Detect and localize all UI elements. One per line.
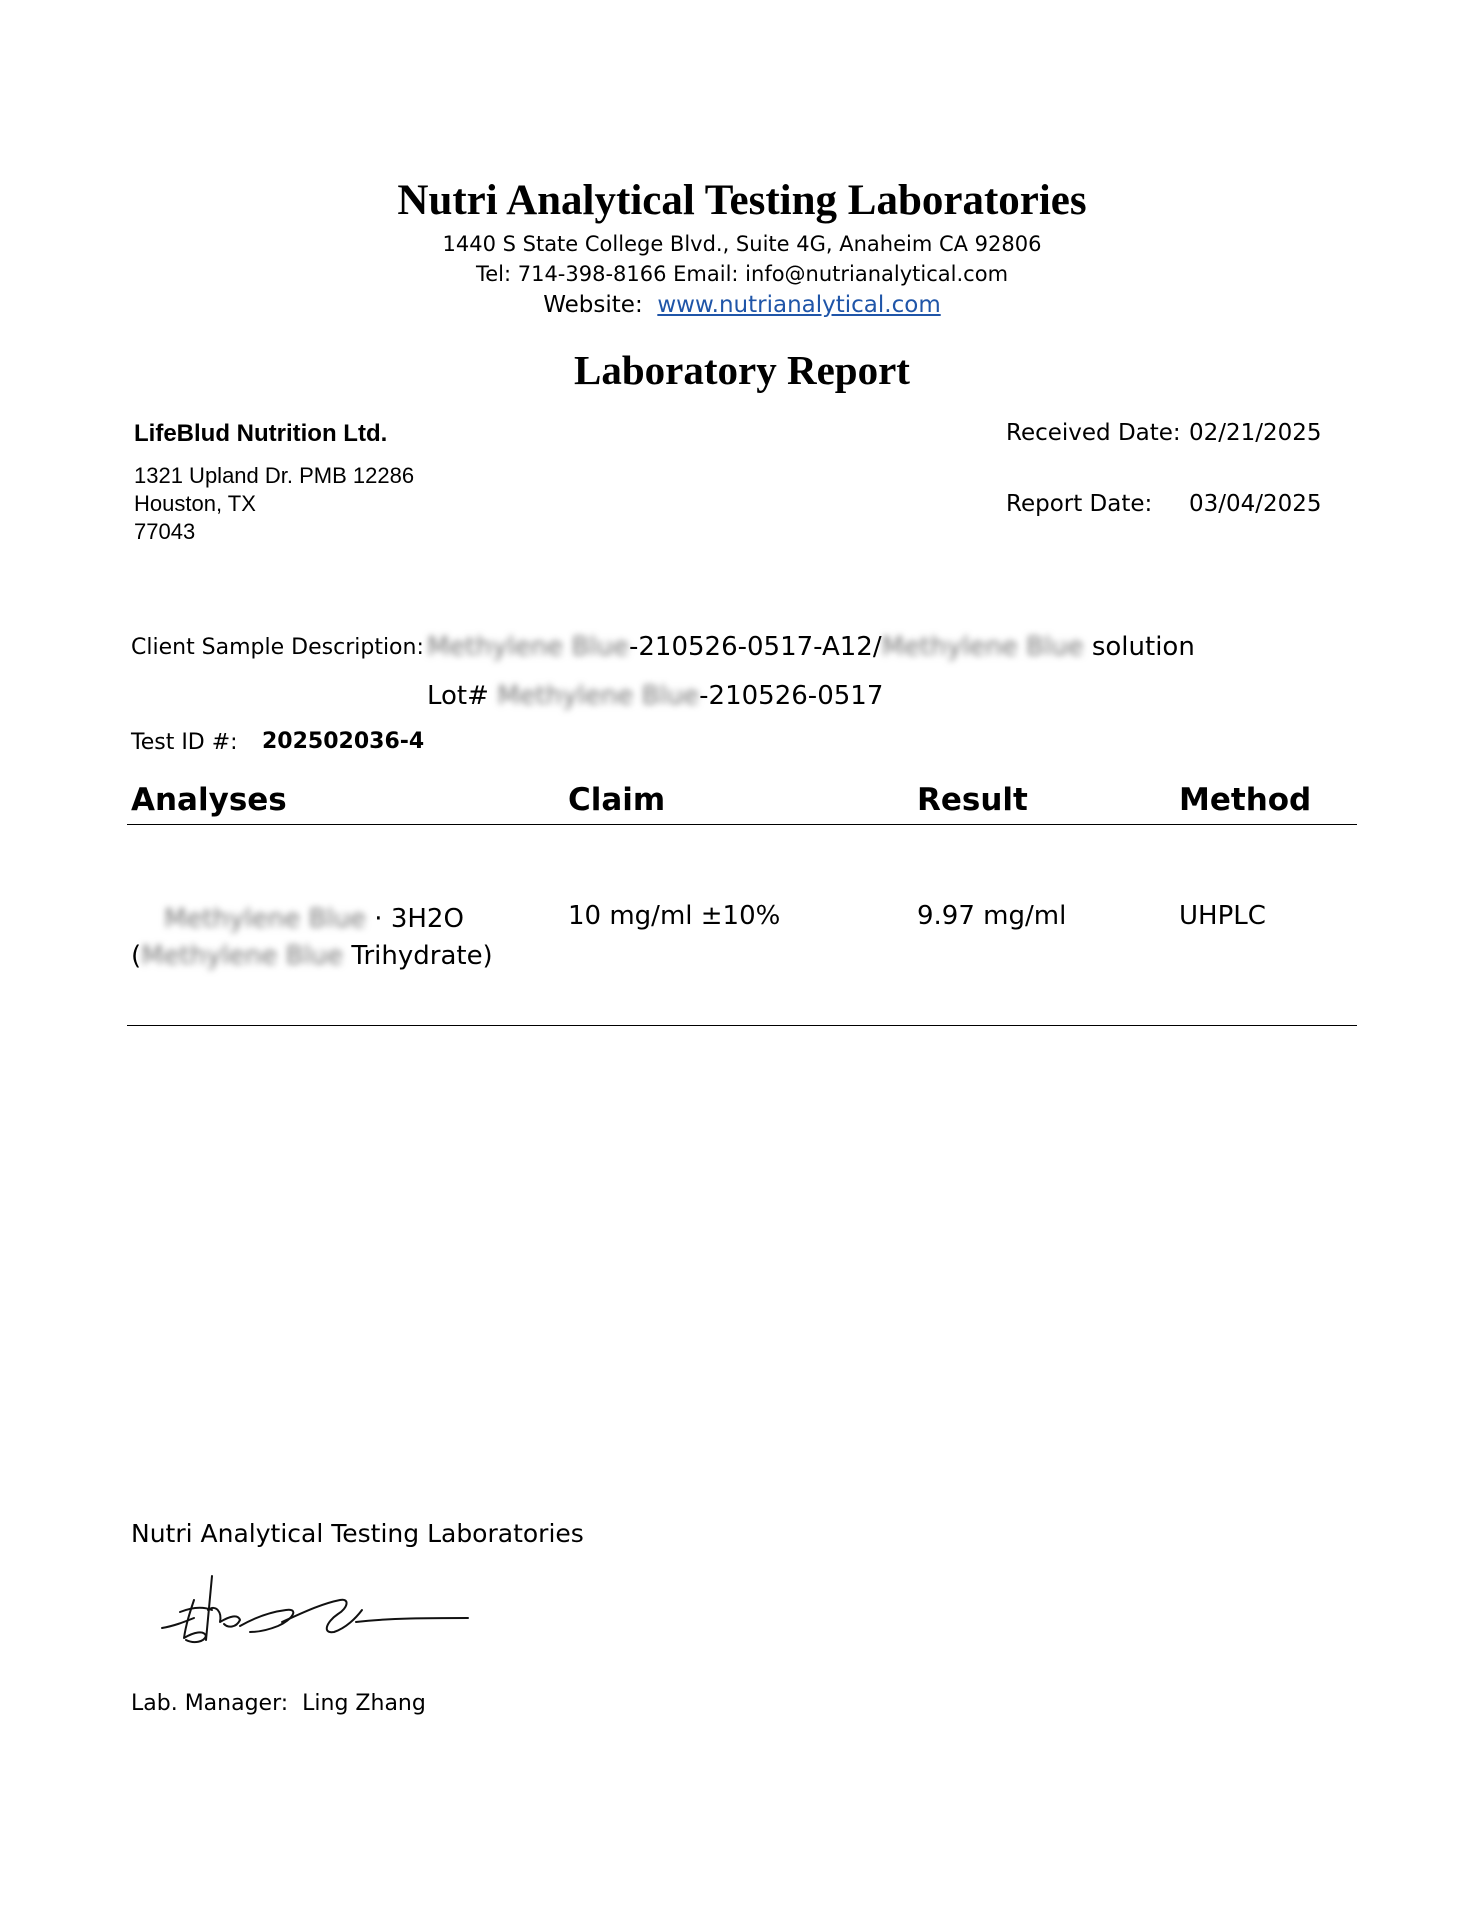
report-date-value: 03/04/2025 (1189, 491, 1322, 517)
analyte-line1 (131, 901, 493, 938)
claim-value: 10 mg/ml ±10% (568, 901, 781, 931)
analyte-paren-open: ( (131, 941, 142, 971)
client-address-line2: Houston, TX (134, 491, 256, 516)
manager-name: Ling Zhang (302, 1691, 426, 1716)
redacted-text: Methylene Blue (141, 941, 344, 971)
lot-suffix: -210526-0517 (699, 681, 884, 711)
method-value: UHPLC (1179, 901, 1266, 931)
lot-label: Lot# (427, 681, 489, 711)
table-header-rule (127, 824, 1357, 825)
website-label: Website: (543, 292, 643, 318)
client-name: LifeBlud Nutrition Ltd. (134, 420, 388, 447)
signature-image (150, 1560, 490, 1680)
lab-address: 1440 S State College Blvd., Suite 4G, Anaheim CA 92806 (442, 232, 1042, 256)
report-title: Laboratory Report (574, 347, 910, 393)
sample-desc-part2: solution (1083, 632, 1195, 662)
client-address (134, 462, 414, 546)
redacted-text: Methylene Blue (497, 681, 700, 711)
lab-name-heading: Nutri Analytical Testing Laboratories (397, 177, 1087, 224)
analyte-suffix: · 3H2O (366, 904, 464, 934)
column-header-analyses: Analyses (131, 782, 287, 818)
redacted-text: Methylene Blue (164, 904, 367, 934)
test-id-value: 202502036-4 (262, 729, 425, 754)
test-id-label: Test ID #: (131, 730, 238, 755)
client-address-line1: 1321 Upland Dr. PMB 12286 (134, 463, 415, 488)
manager-label: Lab. Manager: (131, 1691, 289, 1716)
result-value: 9.97 mg/ml (917, 901, 1067, 931)
redacted-text: Methylene Blue (427, 632, 629, 662)
website-link[interactable]: www.nutrianalytical.com (657, 292, 941, 318)
lot-number (427, 681, 883, 711)
report-date-label: Report Date: (1006, 491, 1153, 517)
received-date-value: 02/21/2025 (1189, 420, 1322, 446)
lab-contact: Tel: 714-398-8166 Email: info@nutrianalytical.com (475, 262, 1009, 286)
column-header-claim: Claim (568, 782, 666, 818)
lab-manager-line (131, 1691, 426, 1716)
received-date-label: Received Date: (1006, 420, 1181, 446)
analyte-line2 (131, 938, 493, 975)
analyte-line2-close: Trihydrate) (343, 941, 493, 971)
lab-website-line (0, 292, 1484, 318)
footer-lab-name: Nutri Analytical Testing Laboratories (131, 1519, 584, 1548)
client-address-line3: 77043 (134, 519, 196, 544)
sample-description-label: Client Sample Description: (131, 635, 424, 660)
column-header-method: Method (1179, 782, 1312, 818)
redacted-text: Methylene Blue (881, 632, 1084, 662)
table-row-analyte (131, 901, 493, 975)
column-header-result: Result (917, 782, 1028, 818)
sample-desc-part1: -210526-0517-A12/ (628, 632, 882, 662)
table-bottom-rule (127, 1025, 1357, 1026)
sample-description-value (427, 632, 1195, 662)
